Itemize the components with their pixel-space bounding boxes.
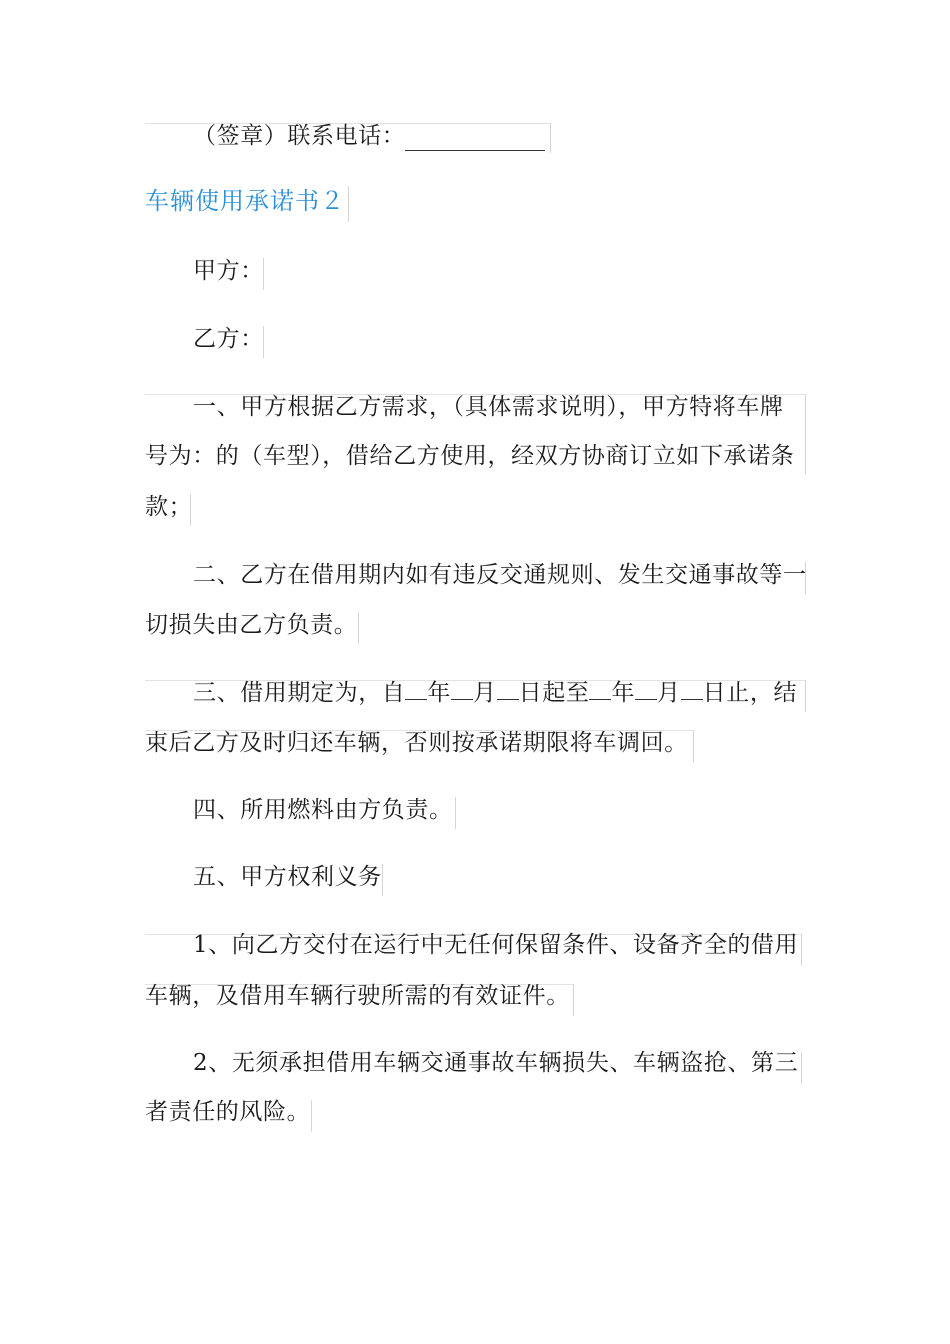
guide-tick xyxy=(358,612,359,644)
item-1-line-2: 车辆，及借用车辆行驶所需的有效证件。 xyxy=(145,983,570,1009)
year-blank xyxy=(589,679,611,700)
day-blank xyxy=(681,679,703,700)
clause-3-text: 年 xyxy=(427,680,452,706)
document-heading: 车辆使用承诺书２ xyxy=(145,187,345,215)
guide-tick xyxy=(311,1100,312,1132)
guide-tick xyxy=(805,680,806,712)
guide-tick xyxy=(348,186,349,222)
clause-1-line-1: 一、甲方根据乙方需求，（具体需求说明），甲方特将车牌 xyxy=(193,394,784,420)
guide-tick xyxy=(801,934,802,966)
guide-tick xyxy=(455,797,456,829)
item-2-line-2: 者责任的风险。 xyxy=(145,1099,311,1125)
month-blank xyxy=(451,679,473,700)
clause-1-line-3: 款； xyxy=(145,494,193,520)
clause-3-line-2: 束后乙方及时归还车辆，否则按承诺期限将车调回。 xyxy=(145,730,688,756)
clause-3-text: 日止，结 xyxy=(702,680,798,706)
clause-3-text: 三、借用期定为，自 xyxy=(193,680,406,706)
guide-tick xyxy=(805,394,806,474)
item-1-line-1: 1、向乙方交付在运行中无任何保留条件、设备齐全的借用 xyxy=(193,932,799,958)
guide-tick xyxy=(801,1052,802,1084)
guide-tick xyxy=(693,730,694,762)
clause-5: 五、甲方权利义务 xyxy=(193,864,382,890)
guide-tick xyxy=(573,984,574,1016)
party-a-label: 甲方： xyxy=(193,258,264,284)
signature-label: （签章）联系电话： xyxy=(193,123,406,149)
month-blank xyxy=(635,679,657,700)
clause-1-line-2: 号为：的（车型），借给乙方使用，经双方协商订立如下承诺条 xyxy=(145,443,795,469)
signature-line xyxy=(193,121,545,151)
clause-3-text: 月 xyxy=(473,680,497,706)
clause-3-text: 日起至 xyxy=(518,680,590,706)
clause-2-line-1: 二、乙方在借用期内如有违反交通规则、发生交通事故等一 xyxy=(193,562,807,588)
day-blank xyxy=(497,679,519,700)
clause-3-text: 年 xyxy=(611,680,636,706)
guide-tick xyxy=(550,123,551,153)
clause-2-line-2: 切损失由乙方负责。 xyxy=(145,612,358,638)
phone-blank xyxy=(405,128,545,151)
year-blank xyxy=(405,679,427,700)
party-b-label: 乙方： xyxy=(193,326,264,352)
item-2-line-1: 2、无须承担借用车辆交通事故车辆损失、车辆盗抢、第三 xyxy=(193,1050,799,1076)
clause-3-line-1 xyxy=(193,678,797,708)
clause-4: 四、所用燃料由方负责。 xyxy=(193,797,453,823)
guide-tick xyxy=(382,864,383,896)
clause-3-text: 月 xyxy=(657,680,681,706)
